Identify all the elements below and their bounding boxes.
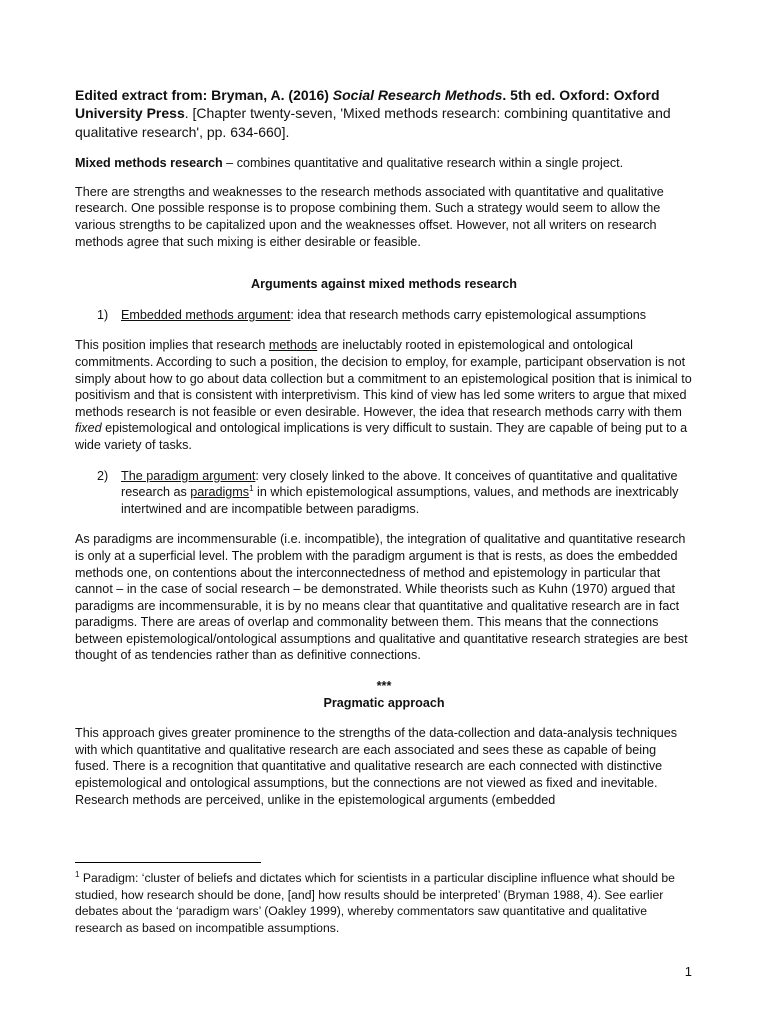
argument-label: The paradigm argument xyxy=(121,468,256,483)
definition-text: – combines quantitative and qualitative research within a single project. xyxy=(222,156,624,171)
section-heading-against: Arguments against mixed methods research xyxy=(251,277,517,292)
footnote-reference[interactable]: 1 xyxy=(249,483,254,493)
underlined-methods: methods xyxy=(268,338,318,353)
section-heading-pragmatic: Pragmatic approach xyxy=(323,695,445,710)
paradigm-paragraph: As paradigms are incommensurable (i.e. incompatible), the integration of qualitative and quantitative research is only at a superficial level. The problem with the paradigm argument is that is rests, as does the embedded methods one, on contentions about the interconnectedness of method and epistemology in particular that cannot – in the case of social research – be demonstrated. While theorists such as Kuhn (1970) argued that paradigms are incommensurable, it is by no means clear that quantitative and qualitative research are in fact paradigms. There are areas of overlap and commonality between them. This means that the connections between epistemological/ontological assumptions and qualitative and quantitative research strategies are best thought of as tendencies rather than as definitive connections. xyxy=(75,532,688,663)
italic-fixed: fixed xyxy=(75,421,102,436)
list-number: 2) xyxy=(97,468,109,483)
intro-paragraph: There are strengths and weaknesses to the research methods associated with quantitative and qualitative research. One possible response is to propose combining them. Such a strategy would seem to allow the various strengths to be capitalized upon and the weaknesses offset. However, not all writers on research methods agree that such mixing is either desirable or feasible. xyxy=(75,184,664,249)
underlined-paradigms: paradigms xyxy=(190,485,250,500)
section-separator: *** xyxy=(376,679,392,694)
embedded-methods-paragraph: This position implies that research methods are ineluctably rooted in epistemological and ontological commitments. According to such a position, the decision to employ, for example, participant observation is not simply about how to go about data collection but a commitment to an epistemological position that is inimical to positivism and that is consistent with interpretivism. This kind of view has led some writers to argue that mixed methods research is not feasible or even desirable. However, the idea that research methods carry with them fixed epistemological and ontological implications is very difficult to sustain. They are capable of being put to a wide variety of tasks. xyxy=(75,338,692,452)
list-item-paradigm: 2) The paradigm argument: very closely linked to the above. It conceives of quantitative and qualitative research as paradigms$^1$ in which epistemological assumptions, values, and methods are inextricably intertwined and are incompatible between paradigms. xyxy=(75,468,693,518)
footnote xyxy=(75,870,693,936)
footnote-text: Paradigm: ‘cluster of beliefs and dictates which for scientists in a particular discipline influence what should be studied, how research should be done, [and] how results should be interpreted’ (Bryman 1988, 4). See earlier debates about the ‘paradigm wars’ (Oakley 1999), whereby commentators saw quantitative and qualitative research as based on incompatible assumptions. xyxy=(75,871,675,935)
argument-label: Embedded methods argument xyxy=(121,307,291,322)
list-item-embedded-methods: 1) Embedded methods argument: idea that research methods carry epistemological assumptions xyxy=(75,307,693,324)
footnote-mark: 1 xyxy=(75,869,80,879)
book-title: Social Research Methods xyxy=(332,87,503,103)
page-number: 1 xyxy=(684,964,692,979)
pragmatic-paragraph: This approach gives greater prominence to the strengths of the data-collection and data-analysis techniques with which quantitative and qualitative research are each associated and sees these as capable of being fused. There is a recognition that quantitative and qualitative research are each connected with distinctive epistemological and ontological assumptions, but the connections are not viewed as fixed and inevitable. Research methods are perceived, unlike in the epistemological arguments (embedded xyxy=(75,726,678,807)
document-body xyxy=(75,86,693,822)
list-number: 1) xyxy=(97,307,109,322)
footnote-divider xyxy=(75,862,261,863)
document-title: Edited extract from: Bryman, A. (2016) Social Research Methods. 5th ed. Oxford: Oxford University Press. [Chapter twenty-seven, 'Mixed methods research: combining quantitative and qualitative research', pp. 634-660]. xyxy=(75,87,671,140)
definition-term: Mixed methods research xyxy=(75,156,223,171)
definition xyxy=(75,155,693,172)
